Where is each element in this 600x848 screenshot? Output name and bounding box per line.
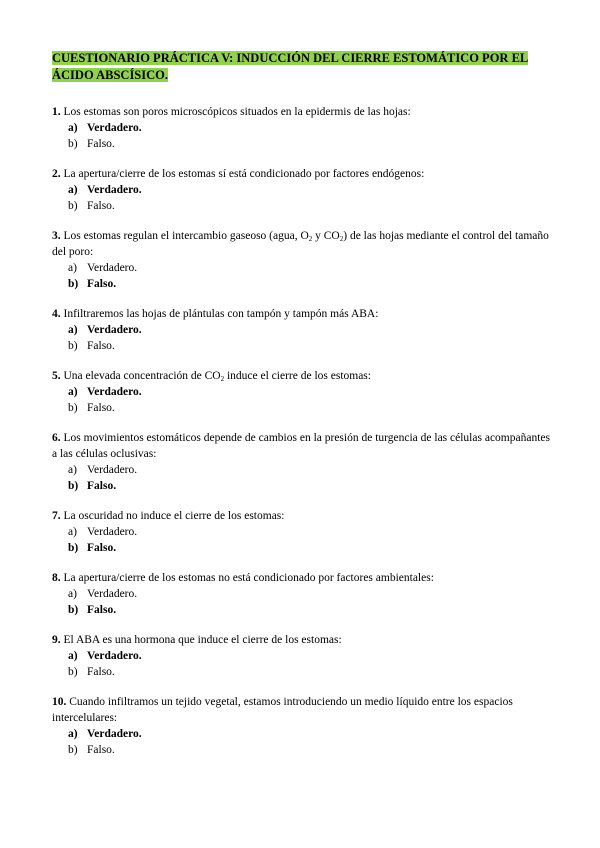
question-stem: 2. La apertura/cierre de los estomas sí está condicionado por factores endógenos:	[52, 168, 425, 180]
question-4	[52, 306, 552, 354]
option-a: a) Verdadero.	[68, 122, 142, 134]
question-stem: 9. El ABA es una hormona que induce el cierre de los estomas:	[52, 634, 342, 646]
option-b: b) Falso.	[68, 744, 115, 756]
question-stem: 1. Los estomas son poros microscópicos situados en la epidermis de las hojas:	[52, 106, 411, 118]
question-9	[52, 632, 552, 680]
option-b: b) Falso.	[68, 666, 115, 678]
question-stem: 4. Infiltraremos las hojas de plántulas con tampón y tampón más ABA:	[52, 308, 379, 320]
question-3	[52, 228, 552, 292]
option-a: a) Verdadero.	[68, 184, 142, 196]
title-line-1: CUESTIONARIO PRÁCTICA V: INDUCCIÓN DEL CIERRE ESTOMÁTICO POR EL	[52, 51, 529, 65]
option-a: a) Verdadero.	[68, 386, 142, 398]
option-a: a) Verdadero.	[68, 588, 138, 600]
option-a: a) Verdadero.	[68, 728, 142, 740]
option-b: b) Falso.	[68, 200, 115, 212]
option-b: b) Falso.	[68, 604, 117, 616]
option-a: a) Verdadero.	[68, 526, 138, 538]
option-b: b) Falso.	[68, 480, 117, 492]
option-a: a) Verdadero.	[68, 262, 138, 274]
question-2	[52, 166, 552, 214]
question-stem: 3. Los estomas regulan el intercambio gaseoso (agua, $O_2$ y $CO_2$) de las hojas mediante el control del tamaño del poro:	[52, 230, 549, 258]
question-8	[52, 570, 552, 618]
question-stem: 7. La oscuridad no induce el cierre de los estomas:	[52, 510, 285, 522]
question-5	[52, 368, 552, 416]
question-stem: 10. Cuando infiltramos un tejido vegetal, estamos introduciendo un medio líquido entre los espacios intercelulares:	[52, 696, 513, 724]
option-b: b) Falso.	[68, 402, 115, 414]
question-stem: 8. La apertura/cierre de los estomas no está condicionado por factores ambientales:	[52, 572, 434, 584]
document-page	[52, 50, 552, 772]
option-b: b) Falso.	[68, 340, 115, 352]
option-b: b) Falso.	[68, 138, 115, 150]
question-6	[52, 430, 552, 494]
option-a: a) Verdadero.	[68, 324, 142, 336]
question-stem: 6. Los movimientos estomáticos depende de cambios en la presión de turgencia de las células acompañantes a las células oclusivas:	[52, 432, 550, 460]
option-b: b) Falso.	[68, 278, 117, 290]
question-1	[52, 104, 552, 152]
question-10	[52, 694, 552, 758]
title-line-2: ÁCIDO ABSCÍSICO.	[52, 68, 169, 82]
option-a: a) Verdadero.	[68, 650, 142, 662]
question-stem: 5. Una elevada concentración de $CO_2$ induce el cierre de los estomas:	[52, 370, 371, 383]
question-7	[52, 508, 552, 556]
option-a: a) Verdadero.	[68, 464, 138, 476]
option-b: b) Falso.	[68, 542, 117, 554]
page-title	[52, 50, 552, 84]
